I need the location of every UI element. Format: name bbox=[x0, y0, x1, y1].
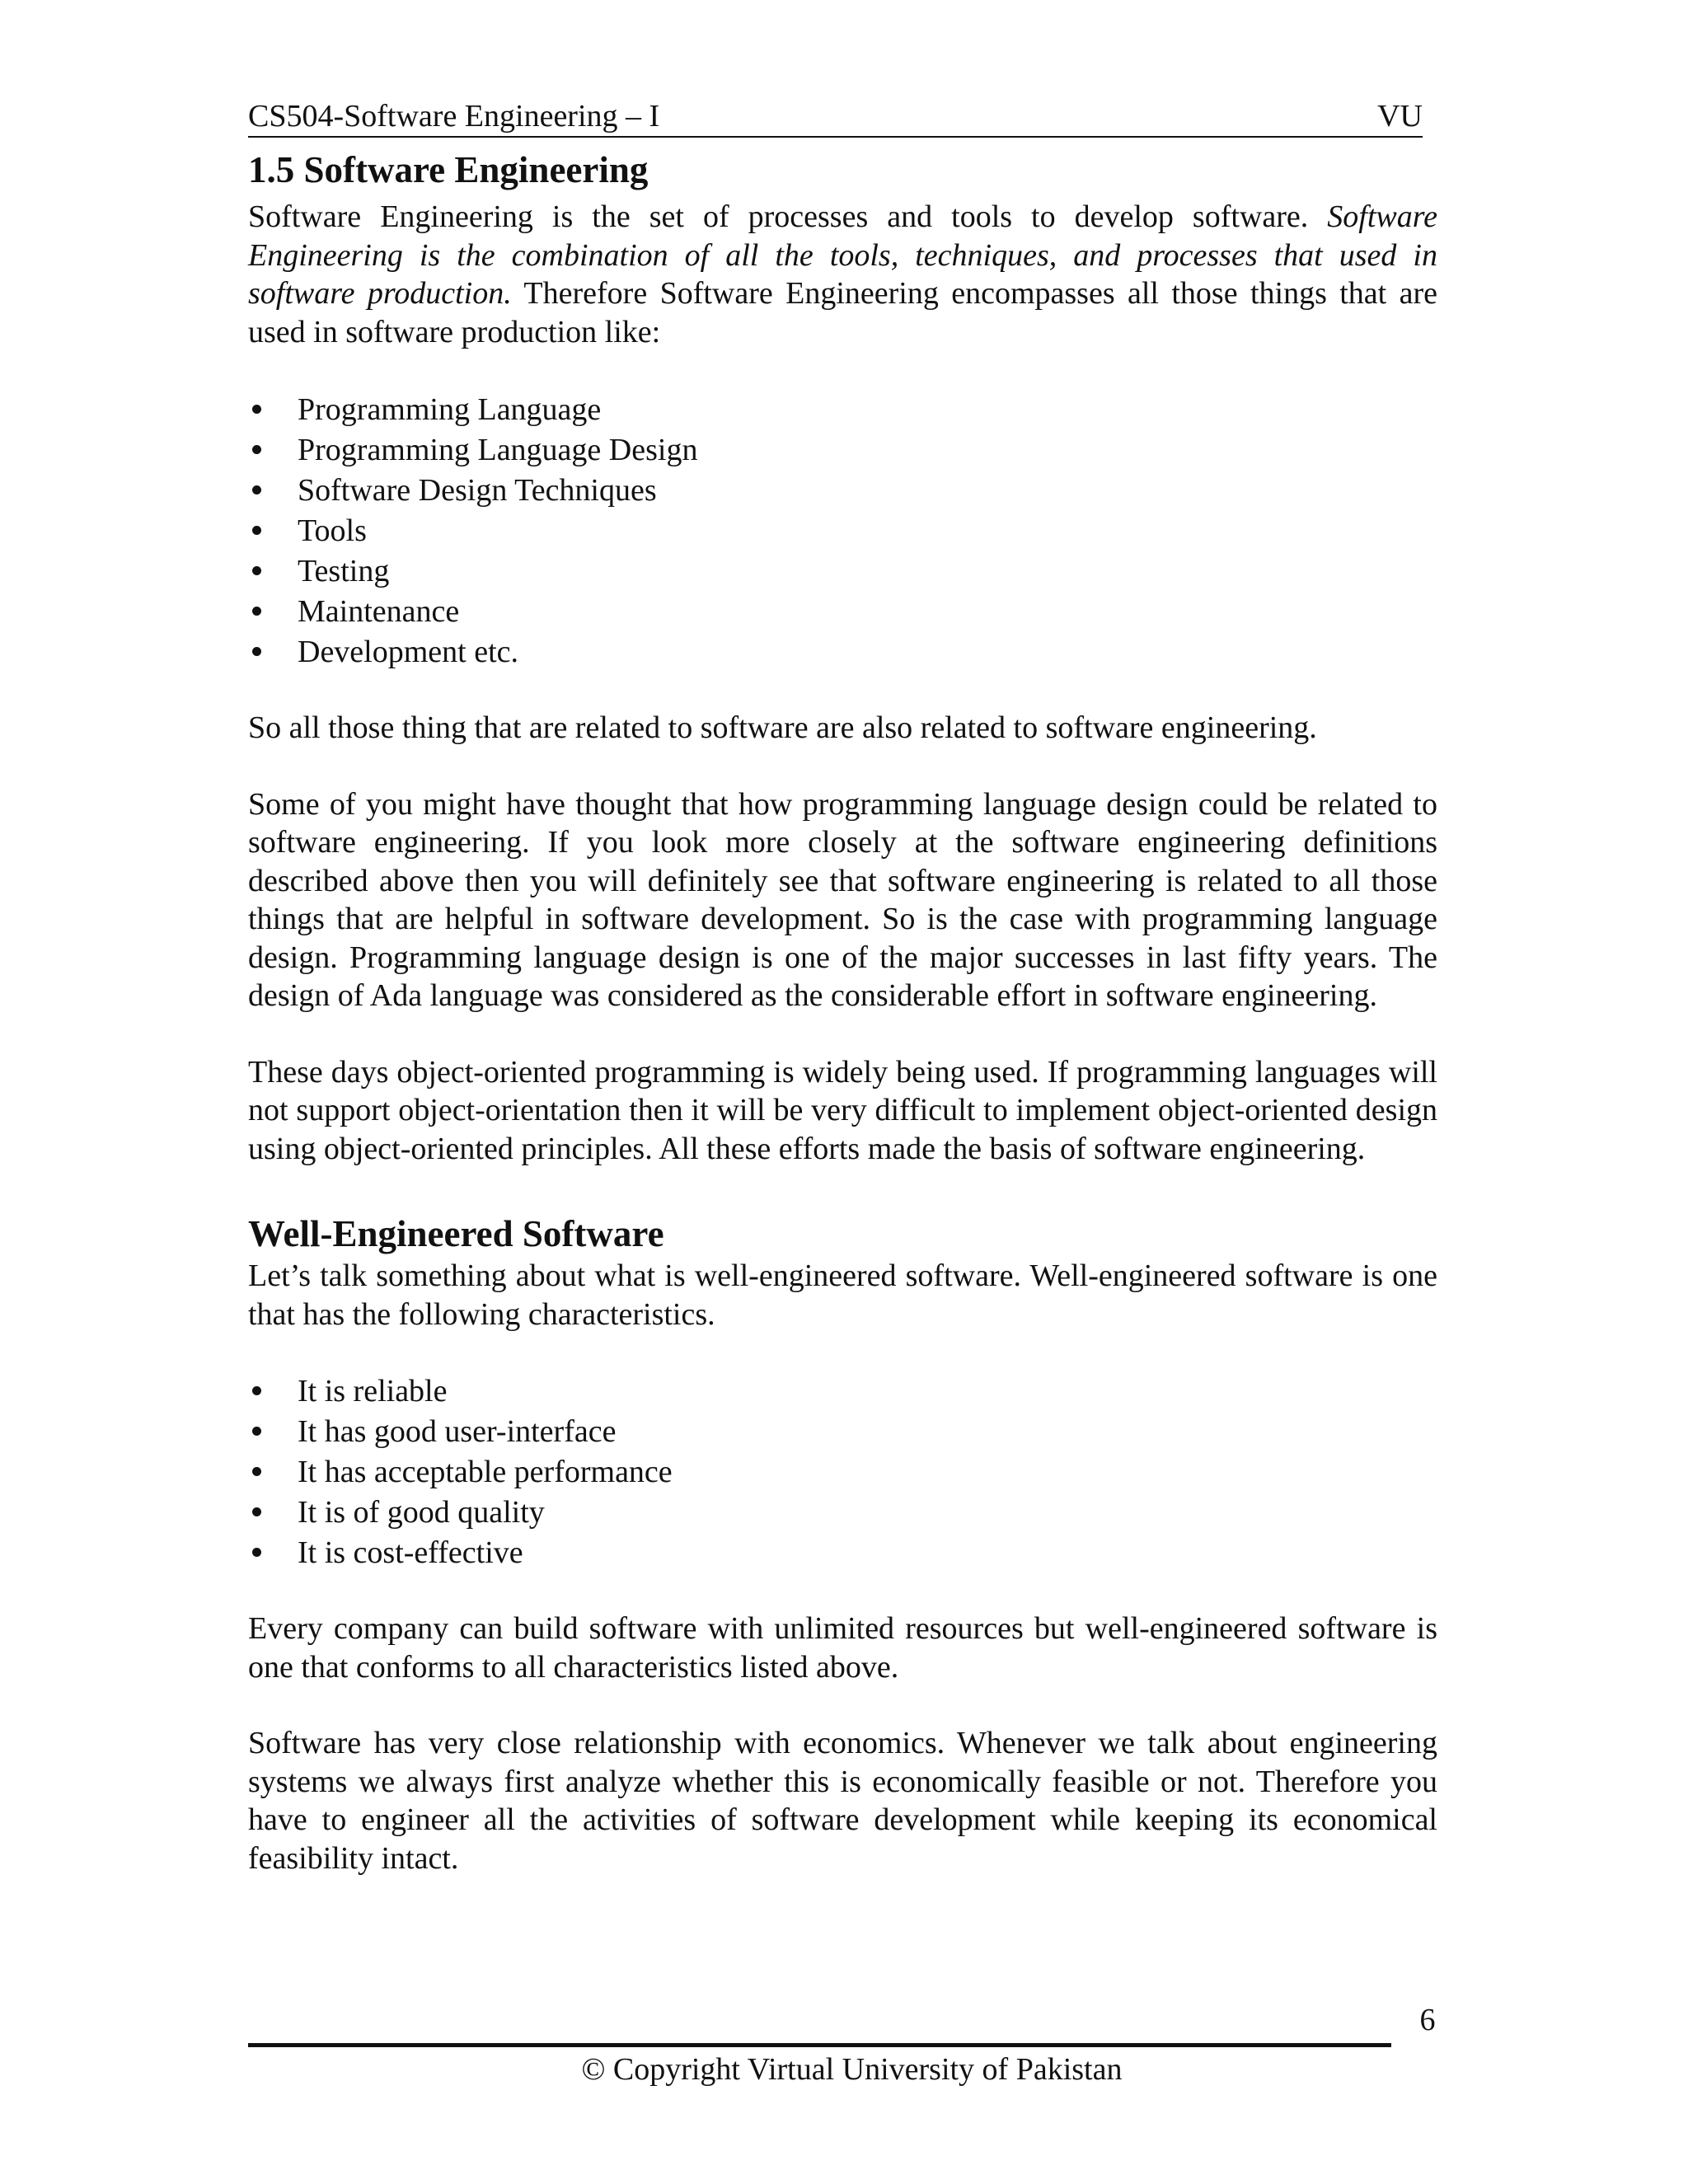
list-item: Tools bbox=[248, 511, 1437, 551]
subsection-intro-paragraph: Let’s talk something about what is well-engineered software. Well-engineered software is one that has the following characteristics. bbox=[248, 1258, 1437, 1332]
intro-plain-start: Software Engineering is the set of processes and tools to develop software. bbox=[248, 199, 1328, 234]
intro-plain-end: Therefore Software Engineering encompasses all those things that are used in software production like: bbox=[248, 276, 1437, 349]
list-item: It is reliable bbox=[248, 1371, 1437, 1412]
bullet-icon bbox=[252, 1548, 261, 1557]
running-header bbox=[248, 96, 1423, 138]
course-title: CS504-Software Engineering – I bbox=[248, 99, 660, 134]
bullet-icon bbox=[252, 1507, 261, 1516]
page-number: 6 bbox=[1419, 2003, 1436, 2037]
object-oriented-paragraph: These days object-oriented programming is widely being used. If programming languages will not support object-orientation then it will be very difficult to implement object-oriented design using object-oriented principles. All these efforts made the basis of software engineering. bbox=[248, 1054, 1437, 1166]
list-item: Testing bbox=[248, 551, 1437, 592]
software-engineering-list bbox=[248, 390, 1437, 673]
bullet-icon bbox=[252, 405, 261, 414]
list-item: It is cost-effective bbox=[248, 1533, 1437, 1573]
page-content bbox=[248, 147, 1437, 1877]
related-paragraph: So all those thing that are related to software are also related to software engineering. bbox=[248, 710, 1317, 745]
list-item: It is of good quality bbox=[248, 1493, 1437, 1533]
language-design-paragraph: Some of you might have thought that how programming language design could be related to software engineering. If you look more closely at the software engineering definitions described above then you will definitely see that software engineering is related to all those things that are helpful in software development. So is the case with programming language design. Programming language design is one of the major successes in last fifty years. The design of Ada language was considered as the considerable effort in software engineering. bbox=[248, 786, 1437, 1013]
section-intro-paragraph bbox=[248, 198, 1437, 351]
subsection-heading: Well-Engineered Software bbox=[248, 1213, 664, 1254]
institution-abbrev: VU bbox=[1377, 99, 1423, 134]
bullet-icon bbox=[252, 647, 261, 656]
footer-divider bbox=[248, 2043, 1391, 2047]
list-item: Programming Language Design bbox=[248, 430, 1437, 471]
company-paragraph: Every company can build software with unlimited resources but well-engineered software is one that conforms to all characteristics listed above. bbox=[248, 1611, 1437, 1685]
bullet-icon bbox=[252, 1427, 261, 1436]
bullet-icon bbox=[252, 485, 261, 494]
list-item: Programming Language bbox=[248, 390, 1437, 430]
characteristics-list bbox=[248, 1371, 1437, 1573]
list-item: Maintenance bbox=[248, 592, 1437, 632]
bullet-icon bbox=[252, 1386, 261, 1395]
bullet-icon bbox=[252, 1467, 261, 1476]
list-item: It has acceptable performance bbox=[248, 1452, 1437, 1493]
intro-italic-definition: Software Engineering is the combination of all the tools, techniques, and processes that used in software production. bbox=[248, 199, 1437, 311]
bullet-icon bbox=[252, 526, 261, 535]
list-item: Software Design Techniques bbox=[248, 471, 1437, 511]
bullet-icon bbox=[252, 607, 261, 616]
copyright-notice: © Copyright Virtual University of Pakistan bbox=[581, 2052, 1123, 2087]
list-item: It has good user-interface bbox=[248, 1412, 1437, 1452]
economics-paragraph: Software has very close relationship with economics. Whenever we talk about engineering systems we always first analyze whether this is economically feasible or not. Therefore you have to engineer all the activities of software development while keeping its economical feasibility intact. bbox=[248, 1726, 1437, 1876]
bullet-icon bbox=[252, 566, 261, 575]
bullet-icon bbox=[252, 445, 261, 454]
section-heading: 1.5 Software Engineering bbox=[248, 149, 649, 190]
list-item: Development etc. bbox=[248, 632, 1437, 673]
